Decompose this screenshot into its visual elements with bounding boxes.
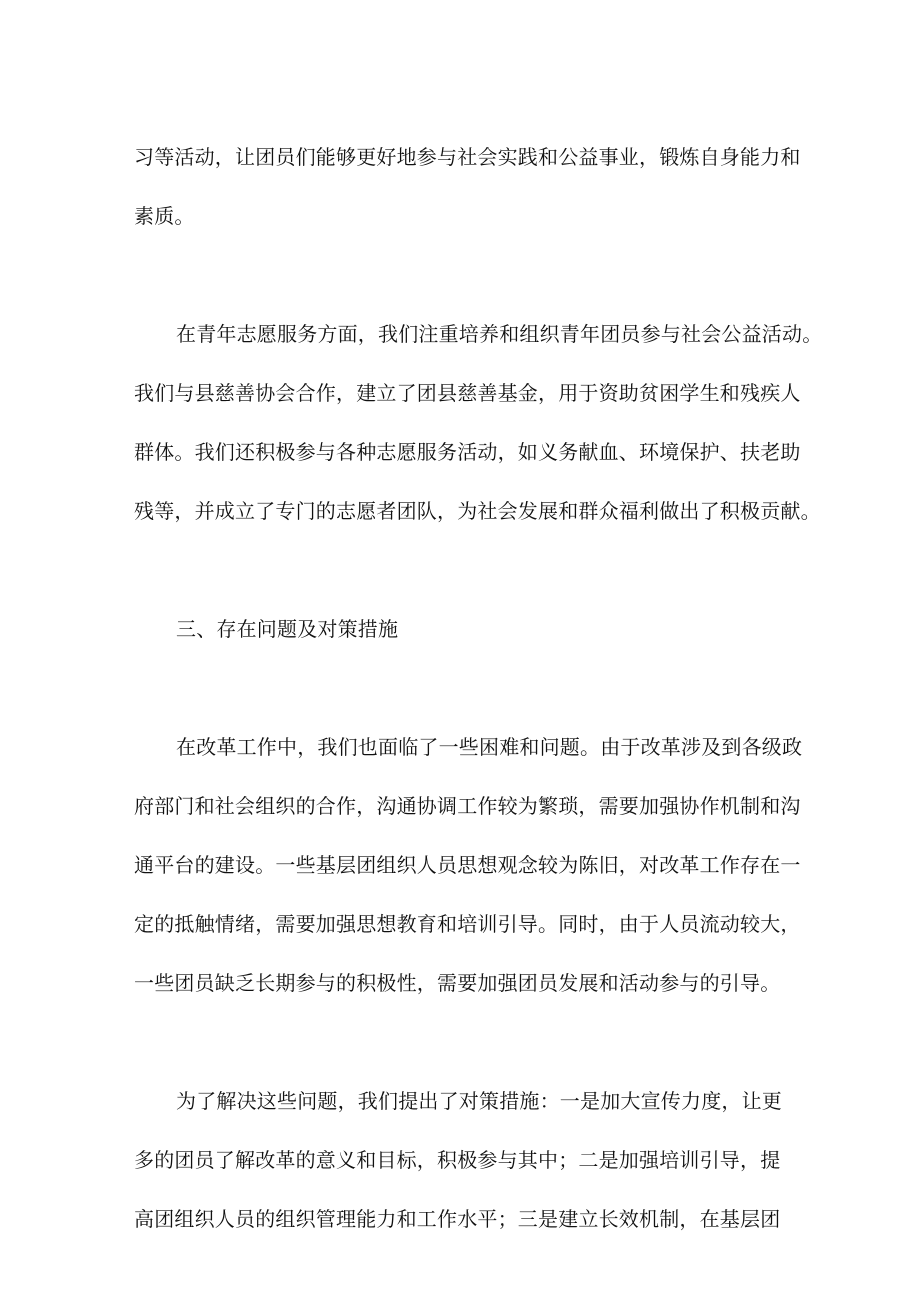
- paragraph-2: [134, 305, 823, 541]
- text-line: 高团组织人员的组织管理能力和工作水平；三是建立长效机制，在基层团: [134, 1207, 781, 1231]
- text-line: 习等活动，让团员们能够更好地参与社会实践和公益事业，锻炼自身能力和: [134, 145, 801, 169]
- text-line: 多的团员了解改革的意义和目标，积极参与其中；二是加强培训引导，提: [134, 1148, 781, 1172]
- section-heading: [134, 600, 794, 659]
- text-line: 我们与县慈善协会合作，建立了团县慈善基金，用于资助贫困学生和残疾人: [134, 381, 801, 405]
- text-line: 群体。我们还积极参与各种志愿服务活动，如义务献血、环境保护、扶老助: [134, 440, 801, 464]
- paragraph-spacer: [134, 659, 794, 718]
- text-line: 为了解决这些问题，我们提出了对策措施：一是加大宣传力度，让更: [176, 1089, 782, 1113]
- document-body: [134, 128, 823, 1249]
- text-line: 一些团员缺乏长期参与的积极性，需要加强团员发展和活动参与的引导。: [134, 971, 781, 995]
- text-line: 府部门和社会组织的合作，沟通协调工作较为繁琐，需要加强协作机制和沟: [134, 794, 801, 818]
- text-line: 在改革工作中，我们也面临了一些困难和问题。由于改革涉及到各级政: [176, 735, 803, 759]
- text-line: 在青年志愿服务方面，我们注重培养和组织青年团员参与社会公益活动。: [176, 322, 823, 346]
- text-line: 通平台的建设。一些基层团组织人员思想观念较为陈旧，对改革工作存在一: [134, 853, 801, 877]
- paragraph-spacer: [134, 246, 794, 305]
- text-line: 残等，并成立了专门的志愿者团队，为社会发展和群众福利做出了积极贡献。: [134, 499, 821, 523]
- paragraph-4: [134, 1072, 794, 1249]
- paragraph-spacer: [134, 1013, 794, 1072]
- paragraph-3: [134, 718, 803, 1013]
- text-line: 素质。: [134, 204, 195, 228]
- paragraph-spacer: [134, 541, 794, 600]
- heading-text: 三、存在问题及对策措施: [176, 617, 399, 641]
- text-line: 定的抵触情绪，需要加强思想教育和培训引导。同时，由于人员流动较大，: [134, 912, 801, 936]
- paragraph-1: [134, 128, 801, 246]
